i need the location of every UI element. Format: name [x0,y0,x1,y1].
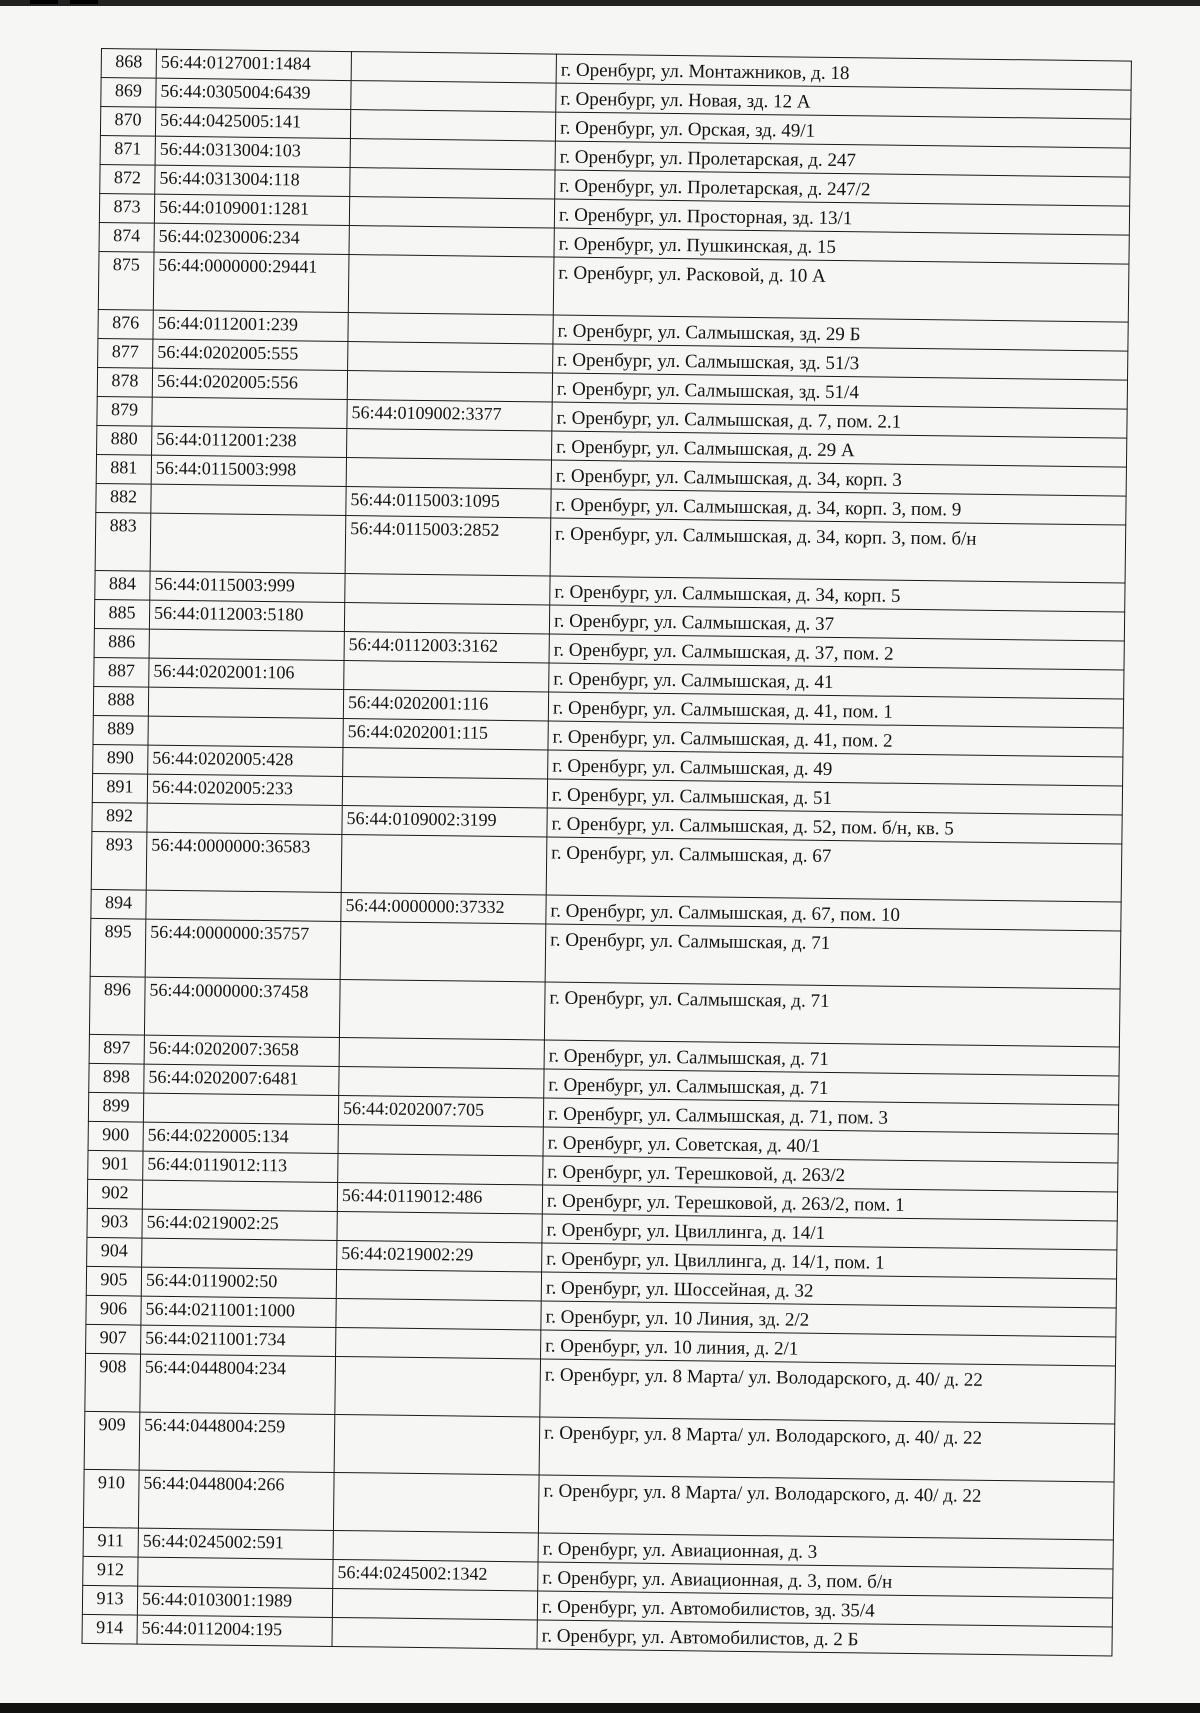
premises-cadastral-cell: 56:44:0112003:3162 [344,632,549,664]
row-number-cell: 910 [83,1469,139,1528]
address-cell: г. Оренбург, ул. Терешковой, д. 263/2, пом. 1 [542,1185,1117,1221]
row-number-cell: 868 [101,49,156,79]
premises-cadastral-cell [351,81,556,113]
premises-cadastral-cell [349,226,554,258]
premises-cadastral-cell [345,574,550,606]
row-number-cell: 876 [98,309,153,339]
address-cell: г. Оренбург, ул. Новая, зд. 12 А [556,83,1131,119]
building-cadastral-cell [143,1093,338,1124]
building-cadastral-cell: 56:44:0202007:3658 [144,1035,339,1066]
premises-cadastral-cell [349,197,554,229]
premises-cadastral-cell [348,255,554,316]
premises-cadastral-cell [339,1066,544,1098]
premises-cadastral-cell [350,139,555,171]
row-number-cell: 895 [90,918,146,977]
building-cadastral-cell [142,1180,337,1211]
building-cadastral-cell [148,687,343,718]
address-cell: г. Оренбург, ул. Цвиллинга, д. 14/1, пом. 1 [542,1243,1117,1279]
address-cell: г. Оренбург, ул. Салмышская, д. 7, пом. 2.1 [552,402,1127,438]
address-cell: г. Оренбург, ул. 8 Марта/ ул. Володарского, д. 40/ д. 22 [539,1417,1115,1482]
registry-body [82,49,1131,1656]
row-number-cell: 909 [84,1411,140,1470]
building-cadastral-cell: 56:44:0000000:35757 [145,919,341,979]
premises-cadastral-cell [348,342,553,374]
address-cell: г. Оренбург, ул. 10 линия, д. 2/1 [541,1330,1116,1366]
row-number-cell: 905 [86,1266,141,1296]
building-cadastral-cell: 56:44:0000000:36583 [146,832,342,892]
premises-cadastral-cell [343,748,548,780]
premises-cadastral-cell [348,313,553,345]
row-number-cell: 871 [100,135,155,165]
building-cadastral-cell [146,890,341,921]
building-cadastral-cell: 56:44:0119012:113 [143,1151,338,1182]
address-cell: г. Оренбург, ул. Пролетарская, д. 247 [555,141,1130,177]
building-cadastral-cell: 56:44:0305004:6439 [156,78,351,109]
row-number-cell: 911 [83,1527,138,1557]
address-cell: г. Оренбург, ул. Салмышская, зд. 51/4 [552,373,1127,409]
premises-cadastral-cell [333,1472,539,1533]
address-cell: г. Оренбург, ул. 10 Линия, зд. 2/2 [541,1301,1116,1337]
premises-cadastral-cell [333,1530,538,1562]
building-cadastral-cell: 56:44:0000000:29441 [153,252,349,312]
scan-mark [70,0,98,4]
building-cadastral-cell [148,716,343,747]
building-cadastral-cell: 56:44:0112004:195 [137,1615,332,1646]
premises-cadastral-cell [341,835,547,896]
address-cell: г. Оренбург, ул. Просторная, зд. 13/1 [554,199,1129,235]
row-number-cell: 908 [85,1353,141,1412]
row-number-cell: 902 [87,1179,142,1209]
scan-bottom-edge [0,1703,1200,1713]
building-cadastral-cell: 56:44:0112001:238 [152,426,347,457]
building-cadastral-cell [152,397,347,428]
building-cadastral-cell: 56:44:0202005:556 [152,368,347,399]
building-cadastral-cell: 56:44:0112003:5180 [149,600,344,631]
building-cadastral-cell [151,484,346,515]
building-cadastral-cell [138,1557,333,1588]
address-cell: г. Оренбург, ул. Салмышская, д. 34, корп. 5 [550,576,1125,612]
address-cell: г. Оренбург, ул. Авиационная, д. 3, пом. б/н [538,1562,1113,1598]
address-cell: г. Оренбург, ул. Расковой, д. 10 А [553,257,1129,322]
address-cell: г. Оренбург, ул. 8 Марта/ ул. Володарского, д. 40/ д. 22 [540,1359,1116,1424]
building-cadastral-cell: 56:44:0000000:37458 [144,977,340,1037]
premises-cadastral-cell [338,1124,543,1156]
premises-cadastral-cell [346,458,551,490]
premises-cadastral-cell [342,777,547,809]
address-cell: г. Оренбург, ул. Салмышская, д. 34, корп. 3, пом. б/н [550,518,1126,583]
row-number-cell: 880 [97,425,152,455]
row-number-cell: 869 [101,78,156,108]
address-cell: г. Оренбург, ул. Салмышская, д. 41, пом. 2 [548,721,1123,757]
premises-cadastral-cell: 56:44:0245002:1342 [333,1559,538,1591]
row-number-cell: 904 [87,1237,142,1267]
row-number-cell: 913 [82,1585,137,1615]
premises-cadastral-cell [344,603,549,635]
row-number-cell: 885 [94,599,149,629]
building-cadastral-cell [149,629,344,660]
row-number-cell: 898 [89,1063,144,1093]
address-cell: г. Оренбург, ул. Салмышская, д. 37, пом. 2 [549,634,1124,670]
row-number-cell: 877 [98,338,153,368]
address-cell: г. Оренбург, ул. Автомобилистов, зд. 35/4 [537,1591,1112,1627]
building-cadastral-cell: 56:44:0202005:428 [148,745,343,776]
row-number-cell: 886 [94,628,149,658]
premises-cadastral-cell [334,1414,540,1475]
row-number-cell: 893 [91,831,147,890]
premises-cadastral-cell [338,1153,543,1185]
row-number-cell: 874 [99,222,154,252]
premises-cadastral-cell [350,168,555,200]
building-cadastral-cell: 56:44:0313004:118 [155,165,350,196]
premises-cadastral-cell: 56:44:0115003:1095 [346,487,551,519]
building-cadastral-cell: 56:44:0448004:259 [139,1412,335,1472]
scan-top-edge [0,0,1200,6]
address-cell: г. Оренбург, ул. Советская, д. 40/1 [543,1127,1118,1163]
address-cell: г. Оренбург, ул. Салмышская, д. 71 [544,1069,1119,1105]
address-cell: г. Оренбург, ул. 8 Марта/ ул. Володарского, д. 40/ д. 22 [538,1475,1114,1540]
building-cadastral-cell [147,803,342,834]
premises-cadastral-cell [336,1298,541,1330]
scan-mark [30,0,58,4]
address-cell: г. Оренбург, ул. Пушкинская, д. 15 [554,228,1129,264]
address-cell: г. Оренбург, ул. Салмышская, д. 52, пом. б/н, кв. 5 [547,808,1122,844]
building-cadastral-cell: 56:44:0313004:103 [155,136,350,167]
premises-cadastral-cell: 56:44:0109002:3377 [347,400,552,432]
premises-cadastral-cell [335,1356,541,1417]
row-number-cell: 896 [89,976,145,1035]
address-cell: г. Оренбург, ул. Салмышская, д. 71 [544,982,1120,1047]
address-cell: г. Оренбург, ул. Салмышская, д. 41, пом. 1 [548,692,1123,728]
building-cadastral-cell: 56:44:0448004:234 [140,1354,336,1414]
row-number-cell: 879 [97,396,152,426]
row-number-cell: 900 [88,1121,143,1151]
row-number-cell: 892 [92,802,147,832]
premises-cadastral-cell: 56:44:0000000:37332 [341,892,546,924]
address-cell: г. Оренбург, ул. Пролетарская, д. 247/2 [555,170,1130,206]
premises-cadastral-cell [339,1037,544,1069]
address-cell: г. Оренбург, ул. Салмышская, д. 34, корп. 3 [551,460,1126,496]
address-cell: г. Оренбург, ул. Терешковой, д. 263/2 [543,1156,1118,1192]
address-cell: г. Оренбург, ул. Шоссейная, д. 32 [541,1272,1116,1308]
premises-cadastral-cell: 56:44:0202007:705 [338,1095,543,1127]
property-registry-table [82,48,1132,1656]
building-cadastral-cell: 56:44:0448004:266 [138,1470,334,1530]
address-cell: г. Оренбург, ул. Салмышская, д. 37 [549,605,1124,641]
row-number-cell: 897 [89,1034,144,1064]
building-cadastral-cell: 56:44:0220005:134 [143,1122,338,1153]
address-cell: г. Оренбург, ул. Салмышская, зд. 51/3 [553,344,1128,380]
building-cadastral-cell: 56:44:0119002:50 [141,1267,336,1298]
building-cadastral-cell: 56:44:0211001:1000 [141,1296,336,1327]
address-cell: г. Оренбург, ул. Автомобилистов, д. 2 Б [537,1620,1112,1656]
address-cell: г. Оренбург, ул. Орская, зд. 49/1 [555,112,1130,148]
building-cadastral-cell: 56:44:0202005:233 [147,774,342,805]
building-cadastral-cell: 56:44:0211001:734 [141,1325,336,1356]
row-number-cell: 889 [93,715,148,745]
row-number-cell: 883 [95,512,151,571]
row-number-cell: 891 [92,773,147,803]
row-number-cell: 887 [94,657,149,687]
row-number-cell: 899 [88,1092,143,1122]
row-number-cell: 894 [91,889,146,919]
row-number-cell: 875 [98,251,154,310]
address-cell: г. Оренбург, ул. Салмышская, д. 71, пом. 3 [543,1098,1118,1134]
row-number-cell: 914 [82,1614,137,1644]
address-cell: г. Оренбург, ул. Салмышская, д. 49 [548,750,1123,786]
building-cadastral-cell: 56:44:0127001:1484 [156,49,351,80]
premises-cadastral-cell: 56:44:0202001:115 [343,719,548,751]
premises-cadastral-cell: 56:44:0202001:116 [343,690,548,722]
address-cell: г. Оренбург, ул. Салмышская, д. 41 [549,663,1124,699]
row-number-cell: 907 [86,1324,141,1354]
row-number-cell: 878 [97,367,152,397]
premises-cadastral-cell [336,1269,541,1301]
building-cadastral-cell: 56:44:0112001:239 [153,310,348,341]
address-cell: г. Оренбург, ул. Цвиллинга, д. 14/1 [542,1214,1117,1250]
address-cell: г. Оренбург, ул. Салмышская, д. 71 [545,924,1121,989]
premises-cadastral-cell [332,1617,537,1649]
building-cadastral-cell: 56:44:0109001:1281 [154,194,349,225]
building-cadastral-cell: 56:44:0245002:591 [138,1528,333,1559]
building-cadastral-cell: 56:44:0115003:999 [150,571,345,602]
row-number-cell: 882 [96,483,151,513]
row-number-cell: 881 [96,454,151,484]
row-number-cell: 873 [99,193,154,223]
row-number-cell: 903 [87,1208,142,1238]
premises-cadastral-cell [332,1588,537,1620]
address-cell: г. Оренбург, ул. Салмышская, д. 71 [544,1040,1119,1076]
premises-cadastral-cell: 56:44:0109002:3199 [342,806,547,838]
building-cadastral-cell: 56:44:0202001:106 [149,658,344,689]
address-cell: г. Оренбург, ул. Монтажников, д. 18 [556,54,1131,90]
address-cell: г. Оренбург, ул. Салмышская, д. 34, корп. 3, пом. 9 [551,489,1126,525]
premises-cadastral-cell [337,1211,542,1243]
address-cell: г. Оренбург, ул. Салмышская, д. 29 А [551,431,1126,467]
address-cell: г. Оренбург, ул. Салмышская, д. 67 [546,837,1122,902]
building-cadastral-cell: 56:44:0202007:6481 [144,1064,339,1095]
premises-cadastral-cell: 56:44:0219002:29 [337,1240,542,1272]
address-cell: г. Оренбург, ул. Салмышская, д. 51 [547,779,1122,815]
premises-cadastral-cell [339,979,545,1040]
building-cadastral-cell: 56:44:0103001:1989 [137,1586,332,1617]
building-cadastral-cell [150,513,346,573]
premises-cadastral-cell: 56:44:0115003:2852 [345,516,551,577]
building-cadastral-cell: 56:44:0115003:998 [151,455,346,486]
building-cadastral-cell: 56:44:0202005:555 [153,339,348,370]
row-number-cell: 884 [95,570,150,600]
address-cell: г. Оренбург, ул. Авиационная, д. 3 [538,1533,1113,1569]
row-number-cell: 906 [86,1295,141,1325]
row-number-cell: 890 [93,744,148,774]
row-number-cell: 872 [100,164,155,194]
building-cadastral-cell [142,1238,337,1269]
premises-cadastral-cell [351,52,556,84]
premises-cadastral-cell [340,921,546,982]
premises-cadastral-cell [350,110,555,142]
premises-cadastral-cell [336,1327,541,1359]
building-cadastral-cell: 56:44:0219002:25 [142,1209,337,1240]
premises-cadastral-cell [344,661,549,693]
row-number-cell: 888 [93,686,148,716]
premises-cadastral-cell [347,371,552,403]
building-cadastral-cell: 56:44:0230006:234 [154,223,349,254]
address-cell: г. Оренбург, ул. Салмышская, д. 67, пом. 10 [546,895,1121,931]
address-cell: г. Оренбург, ул. Салмышская, зд. 29 Б [553,315,1128,351]
row-number-cell: 912 [83,1556,138,1586]
building-cadastral-cell: 56:44:0425005:141 [155,107,350,138]
premises-cadastral-cell: 56:44:0119012:486 [337,1182,542,1214]
premises-cadastral-cell [347,429,552,461]
row-number-cell: 870 [100,107,155,137]
row-number-cell: 901 [88,1150,143,1180]
